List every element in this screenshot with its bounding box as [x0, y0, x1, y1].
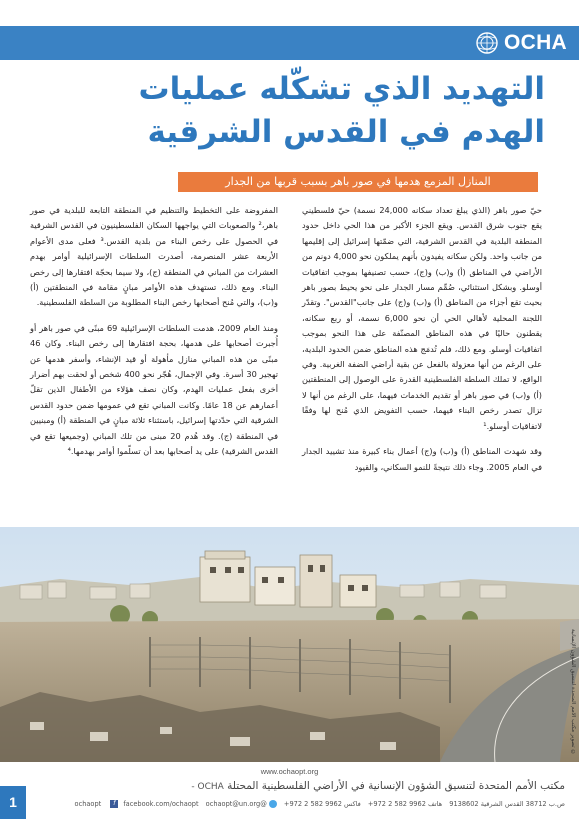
office-acronym: OCHA - — [191, 782, 224, 792]
left-column — [30, 203, 278, 470]
paragraph: المفروضة على التخطيط والتنظيم في المنطقة التابعة للبلدية في صور باهر،² والصعوبات التي يواجهها السكان الفلسطينيون في القدس الشرقية في الحصول على رخص البناء من بلدية القدس.³ فعلى مدى الأعوام الأربعة عشر المنصرمة، أصدرت السلطات الإسرائيلية أوامر بهدم العشرات من المباني في المنطقة (ج)، ولا سيما بحجّة افتقارها إلى رخص البناء. ومع ذلك، تستهدف هذه الأوامر مبانٍ مقامة في المنطقتين (أ) و(ب)، والتي مُنح أصحابها رخص البناء المطلوبة من السلطة الفلسطينية. — [30, 205, 278, 308]
subtitle-bar: المنازل المزمع هدمها في صور باهر بسبب قربها من الجدار — [178, 172, 538, 192]
paragraph: وقد شهدت المناطق (أ) و(ب) و(ج) أعمال بناء كبيرة منذ تشييد الجدار في العام 2005. وجاء ذلك نتيجةً للنمو السكاني، والقيود — [302, 446, 542, 472]
address: ص.ب 38712 القدس الشرقية 9138602 — [449, 800, 565, 808]
photo-illustration — [0, 527, 579, 762]
contact-line — [15, 800, 565, 808]
twitter-handle: @ochaopt — [74, 800, 267, 808]
landscape-photo — [0, 527, 579, 762]
header — [0, 0, 579, 68]
logo-text: OCHA — [503, 31, 567, 54]
phone: هاتف 9962 582 2 972+ — [367, 800, 443, 808]
email-link[interactable]: ochaopt@un.org — [205, 800, 261, 808]
title-line-1: التهديد الذي تشكّله عمليات — [138, 71, 545, 107]
facebook-icon: f — [110, 800, 118, 808]
paragraph: حيّ صور باهر (الذي يبلغ تعداد سكانه 24,000 نسمة) حيّ فلسطيني يقع جنوب شرق القدس. ويقع الجزء الأكبر من هذا الحي داخل حدود المنطقة البلدية في القدس الشرقية، التي ضمّتها إسرائيل إلى إقليمها من جانب واحد. ولكن سكانه يفيدون بأنهم يملكون نحو 4,000 دونم من الأراضي في المناطق (أ) و(ب) و(ج)، حسب تصنيفها بموجب اتفاقيات أوسلو. وبشكل استثنائي، صُمِّم مسار الجدار على نحو يحيط بصور باهر بحيث تقع أجزاء من المناطق (أ) و(ب) و(ج) على جانب"القدس". وتقدّر اللجنة المحلية لأهالي الحي أن نحو 6,000 نسمة، أو ربع سكانه، يقطنون حاليًا في هذه المناطق المصنّفة على هذا النحو بموجب اتفاقيات أوسلو. ومع ذلك، فلم تُدمَج هذه المناطق ضمن الحدود البلدية، على الرغم من أنها معزولة بالفعل عن بقية أراضي الضفة الغربية. وفي الواقع، لا تملك السلطة الفلسطينية القدرة على الوصول إلى المنطقتين (أ) و(ب) في صور باهر أو تقديم الخدمات فيهما، على الرغم من أنها لا تزال تصدر رخص البناء فيهما، حسب التفويض الذي مُنح لها وفقًا لاتفاقيات أوسلو.¹ — [302, 205, 542, 431]
paragraph: ومنذ العام 2009، هدمت السلطات الإسرائيلية 69 مبنًى في صور باهر أو أُجبرت أصحابها على هدمها، بحجة افتقارها إلى رخص البناء. وكان 46 مبنًى من هذه المباني منازل مأهولة أو قيد الإنشاء، وأسفر هدمها عن تهجير 30 أسرة. وفي الإجمال، هُجّر نحو 400 شخص أو لحقت بهم أضرار أخرى بفعل عمليات الهدم، وكان نصف هؤلاء من الأطفال الذين تقلّ أعمارهم عن 18 عامًا. وكانت المباني تقع في عمومها ضمن حدود القدس الشرقية التي حدّدتها إسرائيل، باستثناء ثلاثة مبانٍ في المنطقة (أ) ومبنيين في المنطقة (ج). وقد هُدم 20 مبنى من تلك المباني (وجميعها تقع في القدس الشرقية) على يد أصحابها بعد أن تسلّموا أوامر بهدمها.⁴ — [30, 322, 279, 457]
facebook-url: facebook.com/ochaopt — [123, 800, 199, 808]
ocha-logo — [475, 26, 567, 60]
facebook-link[interactable] — [108, 800, 198, 808]
right-column — [302, 203, 542, 485]
title-line-2: الهدم في القدس الشرقية — [147, 114, 545, 150]
un-emblem-icon — [475, 31, 499, 55]
photo-credit: © تصوير مكتب الأمم المتحدة لتنسيق الشؤون الإنسانية — [570, 628, 576, 755]
website-link[interactable]: www.ochaopt.org — [260, 767, 319, 776]
fax: فاكس 9962 582 2 972+ — [283, 800, 361, 808]
page-number: 1 — [0, 786, 26, 819]
office-name — [65, 780, 565, 792]
page-title — [35, 68, 545, 154]
office-name-text: مكتب الأمم المتحدة لتنسيق الشؤون الإنسانية في الأراضي الفلسطينية المحتلة — [227, 780, 565, 792]
twitter-icon — [269, 800, 277, 808]
